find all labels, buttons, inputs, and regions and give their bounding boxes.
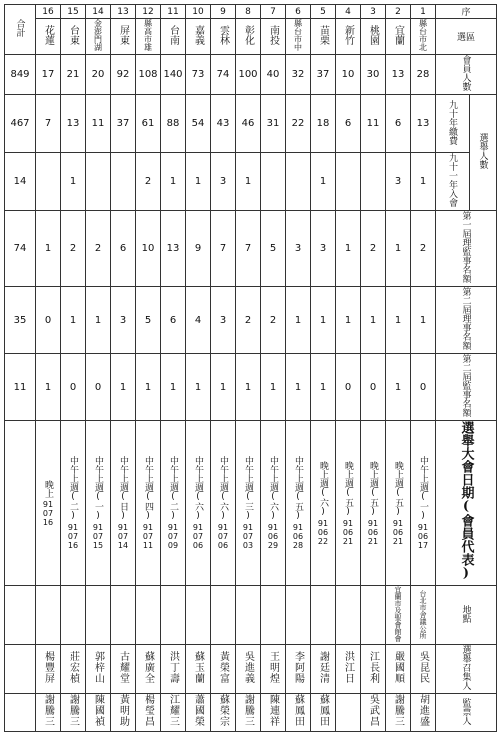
elect-92-cell xyxy=(261,153,286,211)
members-cell: 13 xyxy=(386,55,411,95)
council-2-cell: 1 xyxy=(86,287,111,354)
column-number: 13 xyxy=(111,5,136,19)
members-cell: 32 xyxy=(286,55,311,95)
supervisor-name: 謝騰三 xyxy=(61,694,86,732)
council-2-cell: 1 xyxy=(311,287,336,354)
elect-91-label: 九十年繳費 xyxy=(436,95,470,153)
region-name: 嘉義 xyxy=(186,19,211,55)
column-number: 14 xyxy=(86,5,111,19)
council-1-cell: 1 xyxy=(36,211,61,287)
council-1-cell: 7 xyxy=(211,211,236,287)
location-cell xyxy=(161,586,186,645)
council-1-cell: 3 xyxy=(311,211,336,287)
header-name-row xyxy=(5,19,497,55)
council-2-cell: 0 xyxy=(36,287,61,354)
meeting-date: 中午上週(日) 91 07 14 xyxy=(111,421,136,586)
column-number: 16 xyxy=(36,5,61,19)
column-number: 4 xyxy=(336,5,361,19)
elect-92-cell xyxy=(36,153,61,211)
elect-92-cell: 3 xyxy=(386,153,411,211)
elect-92-cell: 2 xyxy=(136,153,161,211)
council-1-cell: 2 xyxy=(411,211,436,287)
council-1-label: 第一屆理監事名額 xyxy=(436,211,497,287)
column-number: 1 xyxy=(411,5,436,19)
elect-91-cell: 54 xyxy=(186,95,211,153)
members-cell: 73 xyxy=(186,55,211,95)
column-number: 15 xyxy=(61,5,86,19)
convener-name: 莊宏楨 xyxy=(61,645,86,694)
members-cell: 21 xyxy=(61,55,86,95)
elect-92-cell xyxy=(286,153,311,211)
council-1-cell: 3 xyxy=(286,211,311,287)
location-note: 宜蘭市及聖會館會 xyxy=(386,586,411,645)
members-row xyxy=(5,55,497,95)
elect-91-cell: 13 xyxy=(61,95,86,153)
location-cell xyxy=(261,586,286,645)
region-name: 屏東 xyxy=(111,19,136,55)
supervisor-blank xyxy=(5,694,36,732)
meeting-date-row xyxy=(5,421,497,586)
council-3-cell: 1 xyxy=(261,354,286,421)
elect-92-cell: 1 xyxy=(61,153,86,211)
election-table xyxy=(4,4,497,732)
location-note: 台北市舍議公所 xyxy=(411,586,436,645)
convener-name: 江長利 xyxy=(361,645,386,694)
elect-91-cell: 18 xyxy=(311,95,336,153)
council-1-cell: 9 xyxy=(186,211,211,287)
council-1-cell: 2 xyxy=(86,211,111,287)
members-total: 849 xyxy=(5,55,36,95)
column-number: 10 xyxy=(186,5,211,19)
members-cell: 10 xyxy=(336,55,361,95)
region-name: 雲林 xyxy=(211,19,236,55)
council-2-cell: 1 xyxy=(411,287,436,354)
column-number: 6 xyxy=(286,5,311,19)
council-2-cell: 1 xyxy=(361,287,386,354)
quota-group-label: 選舉人數 xyxy=(470,95,497,211)
supervisor-name: 蘇榮宗 xyxy=(211,694,236,732)
council-1-total: 74 xyxy=(5,211,36,287)
region-name: 宜蘭 xyxy=(386,19,411,55)
council-2-cell: 3 xyxy=(111,287,136,354)
meeting-date: 中午上週(六) 91 07 06 xyxy=(211,421,236,586)
supervisor-name: 蕭國榮 xyxy=(186,694,211,732)
location-cell xyxy=(286,586,311,645)
convener-row xyxy=(5,645,497,694)
convener-blank xyxy=(5,645,36,694)
total-header: 合計 xyxy=(5,5,36,55)
region-header: 選區 xyxy=(436,19,497,55)
council-1-cell: 6 xyxy=(111,211,136,287)
elect-91-cell: 6 xyxy=(386,95,411,153)
elect-92-label: 九十一年入會 xyxy=(436,153,470,211)
convener-name: 蘇廣全 xyxy=(136,645,161,694)
members-cell: 108 xyxy=(136,55,161,95)
location-cell xyxy=(86,586,111,645)
region-name: 南投 xyxy=(261,19,286,55)
elect-91-cell: 46 xyxy=(236,95,261,153)
council-3-row xyxy=(5,354,497,421)
region-name: 台東 xyxy=(61,19,86,55)
members-cell: 92 xyxy=(111,55,136,95)
elect-91-total: 467 xyxy=(5,95,36,153)
convener-name: 謝廷清 xyxy=(311,645,336,694)
location-cell xyxy=(336,586,361,645)
council-2-cell: 5 xyxy=(136,287,161,354)
location-cell xyxy=(311,586,336,645)
meeting-date: 中午上週(二) 91 07 09 xyxy=(161,421,186,586)
members-cell: 100 xyxy=(236,55,261,95)
convener-name: 嚴國順 xyxy=(386,645,411,694)
supervisor-name: 楊瑩昌 xyxy=(136,694,161,732)
location-cell xyxy=(36,586,61,645)
meeting-date-label: 選舉大會日期(會員代表) xyxy=(436,421,497,586)
region-name: 縣台市北 xyxy=(411,19,436,55)
column-number: 5 xyxy=(311,5,336,19)
column-number: 8 xyxy=(236,5,261,19)
meeting-date: 晚上週(五) 91 06 21 xyxy=(336,421,361,586)
meeting-date: 晚上週(六) 91 06 22 xyxy=(311,421,336,586)
convener-name: 王明煌 xyxy=(261,645,286,694)
elect-91-cell: 37 xyxy=(111,95,136,153)
column-number: 11 xyxy=(161,5,186,19)
location-label: 地點 xyxy=(436,586,497,645)
members-cell: 20 xyxy=(86,55,111,95)
region-name: 縣高市雄 xyxy=(136,19,161,55)
elect-92-cell xyxy=(361,153,386,211)
council-2-cell: 4 xyxy=(186,287,211,354)
convener-name: 洪江日 xyxy=(336,645,361,694)
region-name: 彰化 xyxy=(236,19,261,55)
elect-91-cell: 43 xyxy=(211,95,236,153)
council-3-cell: 1 xyxy=(111,354,136,421)
region-name: 新竹 xyxy=(336,19,361,55)
council-1-cell: 13 xyxy=(161,211,186,287)
location-cell xyxy=(111,586,136,645)
supervisor-name: 蘇鳳田 xyxy=(286,694,311,732)
convener-name: 黃榮富 xyxy=(211,645,236,694)
elect-92-total: 14 xyxy=(5,153,36,211)
convener-name: 蘇玉蘭 xyxy=(186,645,211,694)
region-name: 花蓮 xyxy=(36,19,61,55)
elect-92-cell xyxy=(86,153,111,211)
header-number-row xyxy=(5,5,497,19)
council-3-cell: 0 xyxy=(361,354,386,421)
supervisor-name: 胡進盛 xyxy=(411,694,436,732)
supervisor-row xyxy=(5,694,497,732)
convener-name: 李阿陽 xyxy=(286,645,311,694)
members-cell: 28 xyxy=(411,55,436,95)
location-cell xyxy=(211,586,236,645)
council-3-cell: 1 xyxy=(386,354,411,421)
members-cell: 74 xyxy=(211,55,236,95)
column-number: 7 xyxy=(261,5,286,19)
convener-name: 古耀堂 xyxy=(111,645,136,694)
council-1-row xyxy=(5,211,497,287)
council-2-cell: 6 xyxy=(161,287,186,354)
location-row xyxy=(5,586,497,645)
region-name: 桃園 xyxy=(361,19,386,55)
supervisor-name: 蘇鳳田 xyxy=(311,694,336,732)
supervisor-name: 謝騰三 xyxy=(386,694,411,732)
council-1-cell: 10 xyxy=(136,211,161,287)
council-3-cell: 0 xyxy=(86,354,111,421)
column-number: 3 xyxy=(361,5,386,19)
elect-91-cell: 6 xyxy=(336,95,361,153)
council-2-total: 35 xyxy=(5,287,36,354)
members-cell: 40 xyxy=(261,55,286,95)
region-name: 苗栗 xyxy=(311,19,336,55)
elect-91-cell: 11 xyxy=(361,95,386,153)
elect-92-row xyxy=(5,153,497,211)
council-2-cell: 3 xyxy=(211,287,236,354)
council-1-cell: 1 xyxy=(386,211,411,287)
region-name: 縣台市中 xyxy=(286,19,311,55)
council-3-cell: 1 xyxy=(311,354,336,421)
council-2-row xyxy=(5,287,497,354)
council-2-cell: 1 xyxy=(286,287,311,354)
column-number: 12 xyxy=(136,5,161,19)
members-cell: 140 xyxy=(161,55,186,95)
elect-92-cell: 1 xyxy=(161,153,186,211)
elect-91-cell: 11 xyxy=(86,95,111,153)
meeting-date: 中午上週(六) 91 07 06 xyxy=(186,421,211,586)
supervisor-name: 謝騰三 xyxy=(36,694,61,732)
council-3-cell: 1 xyxy=(136,354,161,421)
members-cell: 37 xyxy=(311,55,336,95)
meeting-date: 中午上週(一) 91 07 15 xyxy=(86,421,111,586)
supervisor-name: 江耀三 xyxy=(161,694,186,732)
elect-92-cell xyxy=(111,153,136,211)
supervisor-name: 吳武昌 xyxy=(361,694,386,732)
supervisor-name: 陳連祥 xyxy=(261,694,286,732)
council-3-cell: 1 xyxy=(211,354,236,421)
members-cell: 30 xyxy=(361,55,386,95)
council-1-cell: 7 xyxy=(236,211,261,287)
council-2-cell: 2 xyxy=(236,287,261,354)
elect-92-cell: 3 xyxy=(211,153,236,211)
meeting-date: 晚上週(五) 91 06 21 xyxy=(386,421,411,586)
supervisor-name: 陳國禎 xyxy=(86,694,111,732)
elect-91-cell: 88 xyxy=(161,95,186,153)
supervisor-label: 監票人 xyxy=(436,694,497,732)
convener-name: 吳進義 xyxy=(236,645,261,694)
meeting-date: 晚上 91 07 16 xyxy=(36,421,61,586)
council-3-cell: 1 xyxy=(186,354,211,421)
elect-92-cell xyxy=(336,153,361,211)
seq-header: 序 xyxy=(436,5,497,19)
council-3-cell: 1 xyxy=(36,354,61,421)
council-2-cell: 1 xyxy=(61,287,86,354)
meeting-date: 中午上週(一) 91 06 17 xyxy=(411,421,436,586)
meeting-date: 中午上週(六) 91 06 29 xyxy=(261,421,286,586)
council-1-cell: 2 xyxy=(61,211,86,287)
supervisor-name xyxy=(336,694,361,732)
convener-name: 洪丁壽 xyxy=(161,645,186,694)
convener-name: 郭梓山 xyxy=(86,645,111,694)
elect-91-cell: 31 xyxy=(261,95,286,153)
elect-92-cell: 1 xyxy=(236,153,261,211)
location-cell xyxy=(136,586,161,645)
members-label: 會員人數 xyxy=(436,55,497,95)
elect-92-cell: 1 xyxy=(311,153,336,211)
council-3-cell: 0 xyxy=(336,354,361,421)
convener-label: 選舉召集人 xyxy=(436,645,497,694)
council-3-cell: 0 xyxy=(61,354,86,421)
location-blank xyxy=(5,586,36,645)
council-2-cell: 1 xyxy=(336,287,361,354)
council-2-label: 第二屆理事名額 xyxy=(436,287,497,354)
council-3-cell: 1 xyxy=(161,354,186,421)
council-1-cell: 5 xyxy=(261,211,286,287)
elect-91-cell: 61 xyxy=(136,95,161,153)
convener-name: 吳昆民 xyxy=(411,645,436,694)
column-number: 9 xyxy=(211,5,236,19)
members-cell: 17 xyxy=(36,55,61,95)
location-cell xyxy=(236,586,261,645)
council-3-total: 11 xyxy=(5,354,36,421)
elect-91-cell: 13 xyxy=(411,95,436,153)
elect-92-cell: 1 xyxy=(411,153,436,211)
meeting-date: 晚上週(五) 91 06 21 xyxy=(361,421,386,586)
council-3-cell: 1 xyxy=(286,354,311,421)
region-name: 金澎門湖 xyxy=(86,19,111,55)
meeting-date: 中午上週(二) 91 07 16 xyxy=(61,421,86,586)
meeting-date: 中午上週(五) 91 06 28 xyxy=(286,421,311,586)
council-1-cell: 1 xyxy=(336,211,361,287)
meeting-date: 中午上週(三) 91 07 03 xyxy=(236,421,261,586)
location-cell xyxy=(186,586,211,645)
meeting-date-total-blank xyxy=(5,421,36,586)
council-2-cell: 2 xyxy=(261,287,286,354)
convener-name: 楊豐屏 xyxy=(36,645,61,694)
location-cell xyxy=(61,586,86,645)
elect-91-cell: 7 xyxy=(36,95,61,153)
council-3-label: 第二屆監事名額 xyxy=(436,354,497,421)
council-3-cell: 1 xyxy=(236,354,261,421)
council-2-cell: 1 xyxy=(386,287,411,354)
council-1-cell: 2 xyxy=(361,211,386,287)
elect-91-cell: 22 xyxy=(286,95,311,153)
elect-91-row xyxy=(5,95,497,153)
column-number: 2 xyxy=(386,5,411,19)
region-name: 台南 xyxy=(161,19,186,55)
council-3-cell: 0 xyxy=(411,354,436,421)
location-cell xyxy=(361,586,386,645)
supervisor-name: 黃明助 xyxy=(111,694,136,732)
supervisor-name: 謝騰三 xyxy=(236,694,261,732)
elect-92-cell: 1 xyxy=(186,153,211,211)
meeting-date: 中午上週(四) 91 07 11 xyxy=(136,421,161,586)
